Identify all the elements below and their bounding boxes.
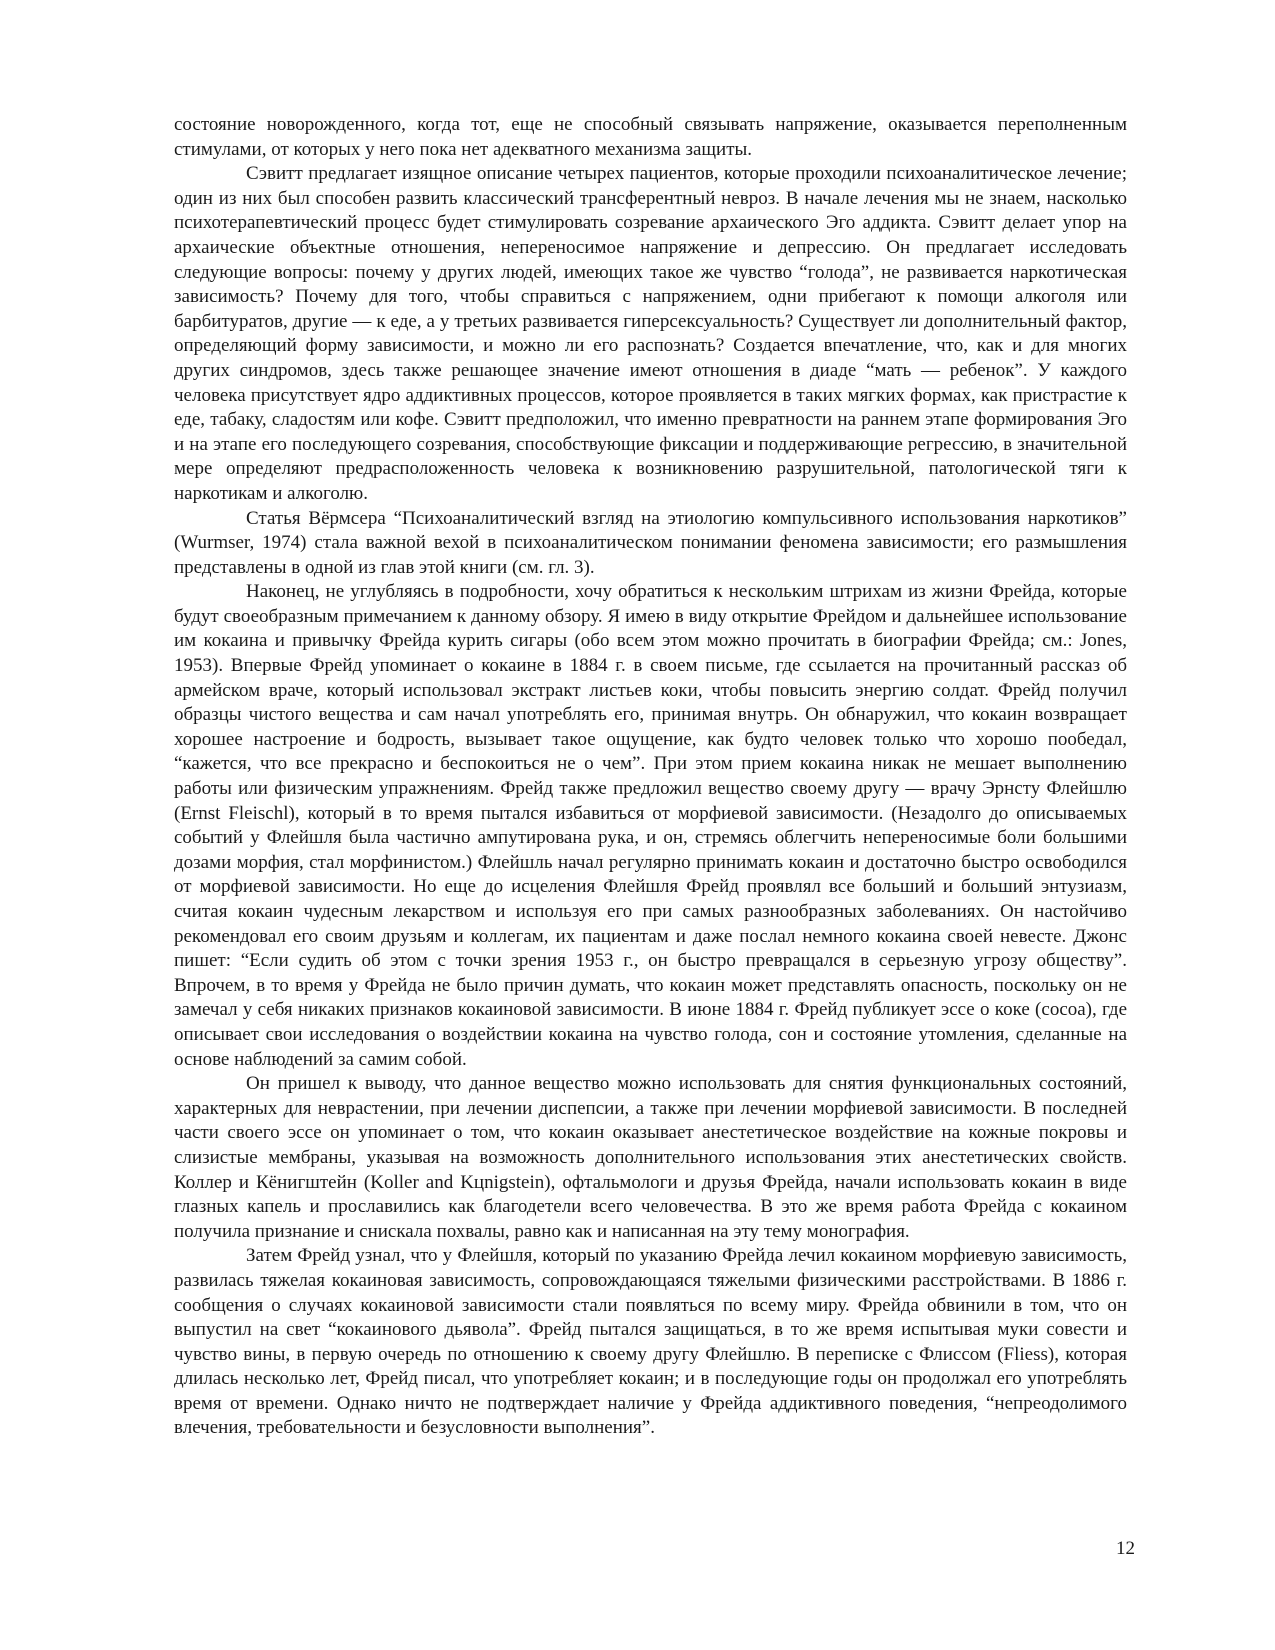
- page-number: 12: [1116, 1538, 1135, 1559]
- paragraph-4: Наконец, не углубляясь в подробности, хочу обратиться к нескольким штрихам из жизни Фрейда, которые будут своеобразным примечанием к данному обзору. Я имею в виду открытие Фрейдом и дальнейшее использование им кокаина и привычку Фрейда курить сигары (обо всем этом можно прочитать в биографии Фрейда; см.: Jones, 1953). Впервые Фрейд упоминает о кокаине в 1884 г. в своем письме, где ссылается на прочитанный рассказ об армейском враче, который использовал экстракт листьев коки, чтобы повысить энергию солдат. Фрейд получил образцы чистого вещества и сам начал употреблять его, принимая внутрь. Он обнаружил, что кокаин возвращает хорошее настроение и бодрость, вызывает такое ощущение, как будто человек только что хорошо пообедал, “кажется, что все прекрасно и беспокоиться не о чем”. При этом прием кокаина никак не мешает выполнению работы или физическим упражнениям. Фрейд также предложил вещество своему другу — врачу Эрнсту Флейшлю (Ernst Fleischl), который в то время пытался избавиться от морфиевой зависимости. (Незадолго до описываемых событий у Флейшля была частично ампутирована рука, и он, стремясь облегчить непереносимые боли большими дозами морфия, стал морфинистом.) Флейшль начал регулярно принимать кокаин и достаточно быстро освободился от морфиевой зависимости. Но еще до исцеления Флейшля Фрейд проявлял все больший и больший энтузиазм, считая кокаин чудесным лекарством и используя его при самых разнообразных заболеваниях. Он настойчиво рекомендовал его своим друзьям и коллегам, их пациентам и даже послал немного кокаина своей невесте. Джонс пишет: “Если судить об этом с точки зрения 1953 г., он быстро превращался в серьезную угрозу обществу”. Впрочем, в то время у Фрейда не было причин думать, что кокаин может представлять опасность, поскольку он не замечал у себя никаких признаков кокаиновой зависимости. В июне 1884 г. Фрейд публикует эссе о коке (cocoa), где описывает свои исследования о воздействии кокаина на чувство голода, сон и состояние утомления, сделанные на основе наблюдений за самим собой.: [174, 581, 1127, 1070]
- paragraph-5: Он пришел к выводу, что данное вещество можно использовать для снятия функциональных состояний, характерных для неврастении, при лечении диспепсии, а также при лечении морфиевой зависимости. В последней части своего эссе он упоминает о том, что кокаин оказывает анестетическое воздействие на кожные покровы и слизистые мембраны, указывая на возможность дополнительного использования этих анестетических свойств. Коллер и Кёнигштейн (Koller and Kцnigstein), офтальмологи и друзья Фрейда, начали использовать кокаин в виде глазных капель и прославились как благодетели всего человечества. В это же время работа Фрейда с кокаином получила признание и снискала похвалы, равно как и написанная на эту тему монография.: [174, 1073, 1127, 1242]
- paragraph-3: Статья Вёрмсера “Психоаналитический взгляд на этиологию компульсивного использования наркотиков” (Wurmser, 1974) стала важной вехой в психоаналитическом понимании феномена зависимости; его размышления представлены в одной из глав этой книги (см. гл. 3).: [174, 507, 1127, 578]
- paragraph-2: Сэвитт предлагает изящное описание четырех пациентов, которые проходили психоаналитическое лечение; один из них был способен развить классический трансферентный невроз. В начале лечения мы не знаем, насколько психотерапевтический процесс будет стимулировать созревание архаического Эго аддикта. Сэвитт делает упор на архаические объектные отношения, непереносимое напряжение и депрессию. Он предлагает исследовать следующие вопросы: почему у других людей, имеющих такое же чувство “голода”, не развивается наркотическая зависимость? Почему для того, чтобы справиться с напряжением, одни прибегают к помощи алкоголя или барбитуратов, другие — к еде, а у третьих развивается гиперсексуальность? Существует ли дополнительный фактор, определяющий форму зависимости, и можно ли его распознать? Создается впечатление, что, как и для многих других синдромов, здесь также решающее значение имеют отношения в диаде “мать — ребенок”. У каждого человека присутствует ядро аддиктивных процессов, которое проявляется в таких мягких формах, как пристрастие к еде, табаку, сладостям или кофе. Сэвитт предположил, что именно превратности на раннем этапе формирования Эго и на этапе его последующего созревания, способствующие фиксации и поддерживающие регрессию, в значительной мере определяют предрасположенность человека к возникновению разрушительной, патологической тяги к наркотикам и алкоголю.: [174, 163, 1127, 504]
- page-body: [174, 113, 1127, 1441]
- paragraph-6: Затем Фрейд узнал, что у Флейшля, который по указанию Фрейда лечил кокаином морфиевую зависимость, развилась тяжелая кокаиновая зависимость, сопровождающаяся тяжелыми физическими расстройствами. В 1886 г. сообщения о случаях кокаиновой зависимости стали появляться по всему миру. Фрейда обвинили в том, что он выпустил на свет “кокаинового дьявола”. Фрейд пытался защищаться, в то же время испытывая муки совести и чувство вины, в первую очередь по отношению к своему другу Флейшлю. В переписке с Флиссом (Fliess), которая длилась несколько лет, Фрейд писал, что употребляет кокаин; и в последующие годы он продолжал его употреблять время от времени. Однако ничто не подтверждает наличие у Фрейда аддиктивного поведения, “непреодолимого влечения, требовательности и безусловности выполнения”.: [174, 1245, 1127, 1439]
- paragraph-1: состояние новорожденного, когда тот, еще не способный связывать напряжение, оказывается переполненным стимулами, от которых у него пока нет адекватного механизма защиты.: [174, 114, 1127, 160]
